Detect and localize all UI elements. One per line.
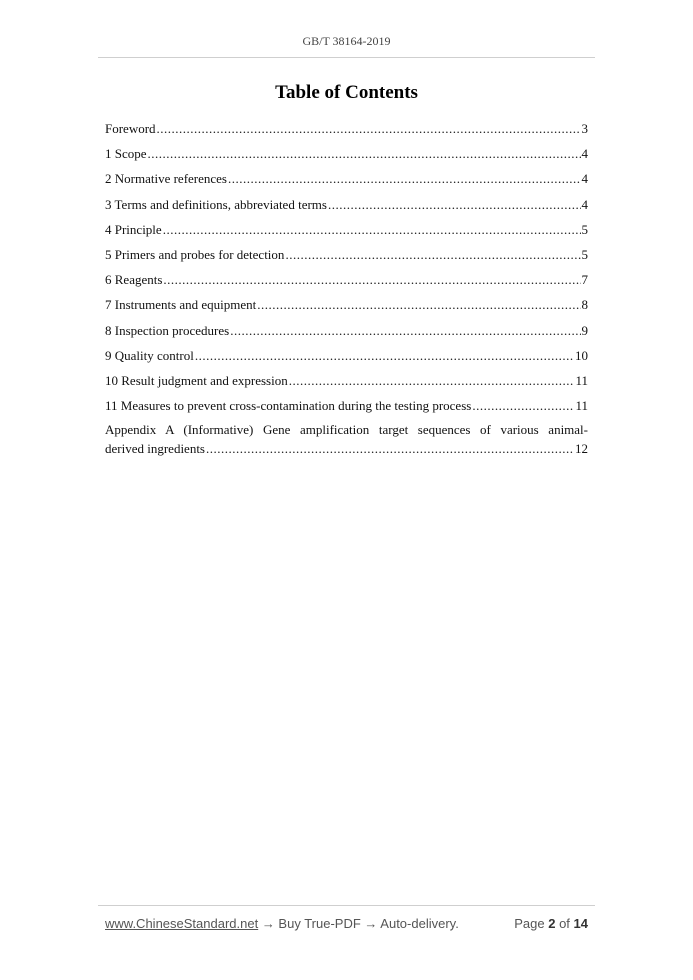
toc-entry-label: 6 Reagents — [105, 272, 163, 288]
page-footer — [105, 916, 588, 931]
page-indicator — [514, 916, 588, 931]
toc-entry-label: Appendix A (Informative) Gene amplification target sequences of various animal- — [105, 422, 588, 438]
toc-dot-leader — [289, 368, 575, 393]
toc-entry-primers-probes[interactable] — [105, 242, 588, 267]
toc-entry-appendix-a[interactable] — [105, 421, 588, 459]
toc-dot-leader — [157, 116, 581, 141]
toc-entry-page: 4 — [581, 196, 588, 212]
toc-entry-normative-references[interactable] — [105, 166, 588, 191]
toc-entry-instruments[interactable] — [105, 292, 588, 317]
toc-dot-leader — [195, 343, 574, 368]
toc-entry-label: Foreword — [105, 121, 156, 136]
toc-entry-page: 5 — [581, 221, 588, 237]
toc-entry-label: 3 Terms and definitions, abbreviated terms — [105, 196, 327, 212]
page-word: Page — [514, 916, 545, 931]
toc-entry-foreword[interactable] — [105, 116, 588, 141]
toc-entry-page: 3 — [581, 121, 588, 136]
toc-entry-label: 2 Normative references — [105, 171, 227, 187]
toc-entry-scope[interactable] — [105, 141, 588, 166]
toc-entry-result-judgment[interactable] — [105, 368, 588, 393]
toc-dot-leader — [163, 217, 581, 242]
toc-dot-leader — [285, 242, 580, 267]
page-title: Table of Contents — [275, 82, 418, 103]
footer-promo — [105, 916, 459, 931]
toc-dot-leader — [206, 439, 574, 459]
toc-entry-page: 10 — [575, 347, 588, 363]
header-doc-id: GB/T 38164-2019 — [302, 34, 391, 48]
toc-dot-leader — [472, 393, 574, 418]
toc-entry-quality-control[interactable] — [105, 343, 588, 368]
toc-entry-label: 1 Scope — [105, 146, 147, 162]
toc-dot-leader — [257, 292, 580, 317]
toc-entry-label: 9 Quality control — [105, 347, 194, 363]
footer-divider — [98, 905, 595, 906]
toc-entry-label-continued: derived ingredients — [105, 441, 205, 457]
toc-entry-page: 9 — [581, 322, 588, 338]
toc-entry-label: 10 Result judgment and expression — [105, 372, 288, 388]
toc-entry-page: 8 — [581, 297, 588, 313]
toc-entry-principle[interactable] — [105, 217, 588, 242]
toc-entry-label: 4 Principle — [105, 221, 162, 237]
toc-dot-leader — [328, 192, 581, 217]
footer-tagline: → Buy True-PDF → Auto-delivery. — [258, 916, 459, 931]
toc-entry-page: 11 — [575, 372, 588, 388]
site-link[interactable]: www.ChineseStandard.net — [105, 916, 259, 931]
page-of: of — [559, 916, 570, 931]
toc-entry-inspection-procedures[interactable] — [105, 318, 588, 343]
toc-entry-page: 4 — [581, 171, 588, 187]
toc-dot-leader — [228, 166, 581, 191]
toc-dot-leader — [148, 141, 581, 166]
toc-entry-page: 5 — [581, 246, 588, 262]
table-of-contents — [105, 116, 588, 459]
header-divider — [98, 57, 595, 58]
toc-dot-leader — [163, 267, 580, 292]
page-total: 14 — [573, 916, 588, 931]
toc-entry-label: 8 Inspection procedures — [105, 322, 230, 338]
toc-entry-page: 11 — [575, 398, 588, 414]
toc-entry-label: 7 Instruments and equipment — [105, 297, 257, 313]
toc-entry-reagents[interactable] — [105, 267, 588, 292]
toc-entry-label: 11 Measures to prevent cross-contamination during the testing process — [105, 398, 472, 414]
toc-dot-leader — [230, 318, 580, 343]
toc-entry-page: 12 — [575, 441, 588, 457]
toc-entry-page: 7 — [581, 272, 588, 288]
toc-entry-label: 5 Primers and probes for detection — [105, 246, 285, 262]
page-current: 2 — [548, 916, 556, 931]
toc-entry-page: 4 — [581, 146, 588, 162]
toc-entry-cross-contamination[interactable] — [105, 393, 588, 418]
toc-entry-terms-definitions[interactable] — [105, 192, 588, 217]
